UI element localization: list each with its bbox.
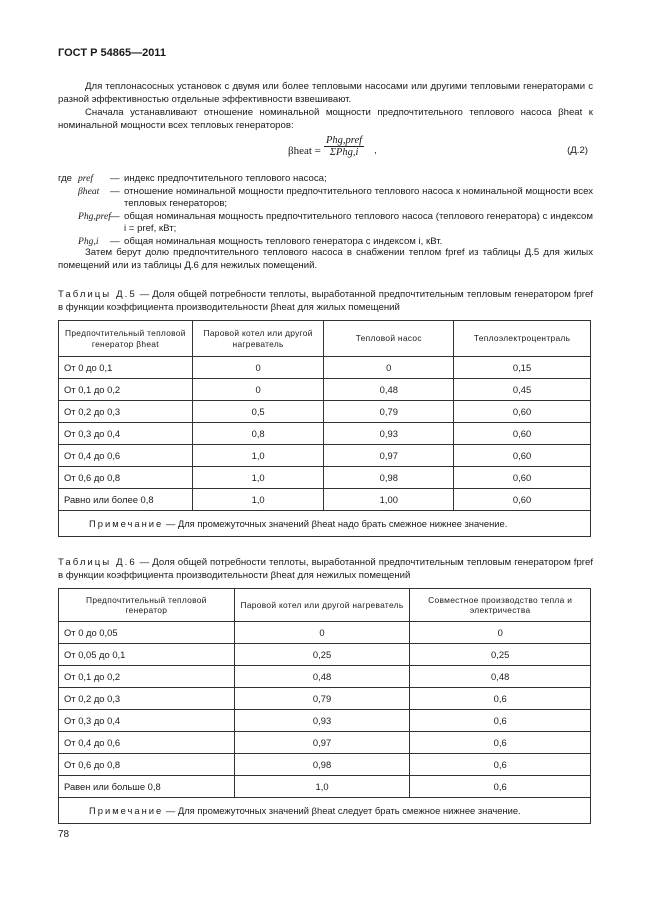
note-prefix: Примечание bbox=[89, 805, 164, 816]
table-cell: От 0,6 до 0,8 bbox=[59, 754, 235, 776]
table-cell: От 0,1 до 0,2 bbox=[59, 379, 193, 401]
table6-caption bbox=[58, 556, 593, 582]
table-d5 bbox=[58, 320, 591, 537]
table-cell: 0,60 bbox=[454, 423, 591, 445]
table-cell: От 0,4 до 0,6 bbox=[59, 732, 235, 754]
table-row bbox=[59, 379, 591, 401]
table-cell: 0,25 bbox=[410, 644, 591, 666]
table-cell: 0,6 bbox=[410, 710, 591, 732]
definition-text: общая номинальная мощность предпочтительного теплового насоса (теплового генератора) с индексом i = pref, кВт; bbox=[124, 210, 593, 234]
table-cell: 0,79 bbox=[234, 688, 410, 710]
table-note bbox=[59, 798, 591, 824]
definition-item: Phg,pref — общая номинальная мощность предпочтительного теплового насоса (теплового генератора) с индексом i = pref, кВт; bbox=[78, 210, 593, 234]
definition-symbol: pref bbox=[78, 173, 94, 184]
table-cell: 1,0 bbox=[192, 467, 324, 489]
table-header-cell: Предпочтительный тепловой генератор bbox=[59, 589, 235, 622]
table-header-row bbox=[59, 321, 591, 357]
formula-d2: βheat = Phg,pref ΣPhg,i , (Д.2) bbox=[288, 135, 588, 158]
table-cell: Равен или больше 0,8 bbox=[59, 776, 235, 798]
table-cell: 0,98 bbox=[324, 467, 454, 489]
table-row bbox=[59, 666, 591, 688]
table5-caption-prefix: Таблицы Д.5 bbox=[58, 289, 137, 300]
table-cell: От 0,2 до 0,3 bbox=[59, 688, 235, 710]
table-d6 bbox=[58, 588, 591, 824]
table-cell: 0,79 bbox=[324, 401, 454, 423]
table-row bbox=[59, 622, 591, 644]
formula-number: (Д.2) bbox=[567, 145, 588, 156]
formula-lhs: βheat = bbox=[288, 145, 321, 157]
table-row bbox=[59, 357, 591, 379]
table-row bbox=[59, 776, 591, 798]
table-cell: 0,25 bbox=[234, 644, 410, 666]
table-cell: 0,98 bbox=[234, 754, 410, 776]
table-note bbox=[59, 511, 591, 537]
definition-symbol: Phg,pref bbox=[78, 210, 111, 222]
note-text: — Для промежуточных значений βheat надо брать смежное нижнее значение. bbox=[163, 518, 508, 529]
table-cell: 0,93 bbox=[234, 710, 410, 732]
table-row bbox=[59, 445, 591, 467]
table-cell: 0,60 bbox=[454, 445, 591, 467]
note-text: — Для промежуточных значений βheat следует брать смежное нижнее значение. bbox=[163, 805, 521, 816]
table-cell: Равно или более 0,8 bbox=[59, 489, 193, 511]
table-cell: От 0,6 до 0,8 bbox=[59, 467, 193, 489]
table-cell: 0,60 bbox=[454, 401, 591, 423]
table-cell: 0,6 bbox=[410, 688, 591, 710]
table-cell: 0,6 bbox=[410, 776, 591, 798]
intro-paragraph-2: Сначала устанавливают отношение номинальной мощности предпочтительного теплового насоса βheat к номинальной мощности всех тепловых генераторов: bbox=[58, 107, 593, 131]
definition-text: общая номинальная мощность теплового генератора с индексом i, кВт. bbox=[124, 235, 443, 247]
table-cell: 0,48 bbox=[324, 379, 454, 401]
table-header-cell: Паровой котел или другой нагреватель bbox=[192, 321, 324, 357]
table-cell: 1,0 bbox=[234, 776, 410, 798]
definition-item: βheat — отношение номинальной мощности предпочтительного теплового насоса к номинальной мощности всех тепловых генераторов; bbox=[78, 185, 593, 209]
table-row bbox=[59, 644, 591, 666]
definition-symbol: βheat bbox=[78, 185, 100, 197]
table-row bbox=[59, 467, 591, 489]
definition-item: где pref — индекс предпочтительного теплового насоса; bbox=[58, 173, 593, 186]
table-note-row bbox=[59, 511, 591, 537]
table5-caption bbox=[58, 288, 593, 314]
table-cell: 0,8 bbox=[192, 423, 324, 445]
table-cell: 0,93 bbox=[324, 423, 454, 445]
table-cell: 1,0 bbox=[192, 489, 324, 511]
table-row bbox=[59, 710, 591, 732]
table-row bbox=[59, 489, 591, 511]
table-cell: 0,45 bbox=[454, 379, 591, 401]
formula-denominator: ΣPhg,i bbox=[329, 147, 359, 158]
table6-caption-text: — Доля общей потребности теплоты, выработанной предпочтительным тепловым генератором fpref в функции коэффициента производительности βheat для нежилых помещений bbox=[58, 557, 593, 581]
definition-symbol: Phg,i bbox=[78, 235, 99, 247]
table-cell: 0,97 bbox=[324, 445, 454, 467]
table5-caption-text: — Доля общей потребности теплоты, выработанной предпочтительным тепловым генератором fpref в функции коэффициента производительности βheat для жилых помещений bbox=[58, 289, 593, 313]
definitions-list bbox=[58, 173, 593, 248]
table-row bbox=[59, 401, 591, 423]
where-label: где bbox=[58, 173, 73, 184]
table-cell: От 0,2 до 0,3 bbox=[59, 401, 193, 423]
table-cell: 0,6 bbox=[410, 754, 591, 776]
document-header: ГОСТ Р 54865—2011 bbox=[58, 47, 166, 59]
table-cell: От 0,1 до 0,2 bbox=[59, 666, 235, 688]
table-cell: 0,60 bbox=[454, 489, 591, 511]
table-row bbox=[59, 732, 591, 754]
table-cell: 0 bbox=[234, 622, 410, 644]
table-row bbox=[59, 754, 591, 776]
formula-numerator: Phg,pref bbox=[326, 135, 363, 146]
definition-text: отношение номинальной мощности предпочтительного теплового насоса к номинальной мощности всех тепловых генераторов; bbox=[124, 185, 593, 209]
table-row bbox=[59, 423, 591, 445]
table-header-cell: Совместное производство тепла и электричества bbox=[410, 589, 591, 622]
table-cell: 0,48 bbox=[410, 666, 591, 688]
table-cell: 0 bbox=[192, 379, 324, 401]
table-cell: 1,00 bbox=[324, 489, 454, 511]
table-cell: 0,48 bbox=[234, 666, 410, 688]
page-number: 78 bbox=[58, 829, 70, 840]
table-header-cell: Тепловой насос bbox=[324, 321, 454, 357]
table-cell: От 0,4 до 0,6 bbox=[59, 445, 193, 467]
table-cell: 0,15 bbox=[454, 357, 591, 379]
table-cell: 1,0 bbox=[192, 445, 324, 467]
table-row bbox=[59, 688, 591, 710]
formula-fraction bbox=[324, 135, 364, 158]
table-cell: 0,97 bbox=[234, 732, 410, 754]
table-cell: От 0,3 до 0,4 bbox=[59, 423, 193, 445]
table6-caption-prefix: Таблицы Д.6 bbox=[58, 557, 137, 568]
table-header-cell: Теплоэлектроцентраль bbox=[454, 321, 591, 357]
table-header-cell: Предпочтительный тепловой генератор βheat bbox=[59, 321, 193, 357]
table-cell: 0,6 bbox=[410, 732, 591, 754]
note-prefix: Примечание bbox=[89, 518, 164, 529]
table-header-cell: Паровой котел или другой нагреватель bbox=[234, 589, 410, 622]
table-cell: 0,5 bbox=[192, 401, 324, 423]
table-cell: 0 bbox=[324, 357, 454, 379]
table-cell: 0 bbox=[410, 622, 591, 644]
table-header-row bbox=[59, 589, 591, 622]
table-cell: От 0 до 0,1 bbox=[59, 357, 193, 379]
table-cell: 0 bbox=[192, 357, 324, 379]
table-note-row bbox=[59, 798, 591, 824]
definition-text: индекс предпочтительного теплового насоса; bbox=[124, 173, 327, 184]
after-paragraph: Затем берут долю предпочтительного теплового насоса в снабжении теплом fpref из таблицы Д.5 для жилых помещений или из таблицы Д.6 для нежилых помещений. bbox=[58, 247, 593, 271]
intro-paragraph-1: Для теплонасосных установок с двумя или более тепловыми насосами или другими тепловыми генераторами с разной эффективностью отдельные эффективности взвешивают. bbox=[58, 81, 593, 105]
table-cell: От 0,05 до 0,1 bbox=[59, 644, 235, 666]
table-cell: От 0 до 0,05 bbox=[59, 622, 235, 644]
table-cell: 0,60 bbox=[454, 467, 591, 489]
table-cell: От 0,3 до 0,4 bbox=[59, 710, 235, 732]
definition-item: Phg,i — общая номинальная мощность теплового генератора с индексом i, кВт. bbox=[58, 236, 593, 249]
